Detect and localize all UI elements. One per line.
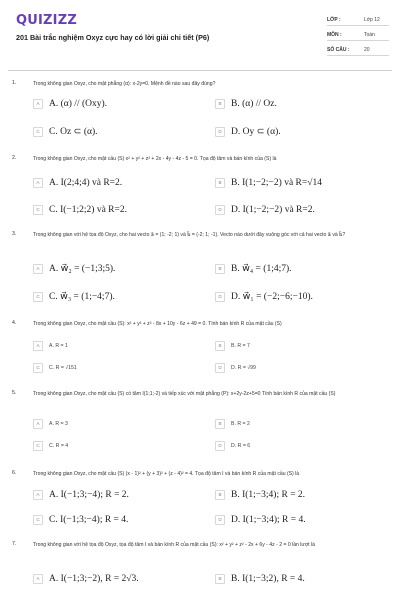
question-text: Trong không gian với hệ tọa độ Oxyz, tọa độ tâm I và bán kính R của mặt cầu (S): x² + y² + z² - 2x + 6y - 4z - 2 = 0 lần lượt là (33, 542, 315, 548)
option-text: C. I(−1;2;2) và R=2. (49, 205, 127, 215)
question-number: 7. (12, 541, 17, 547)
option-letter-badge: A (33, 99, 43, 109)
option-letter-badge: B (215, 419, 225, 429)
option-a[interactable] (33, 489, 193, 501)
option-letter-badge: B (215, 574, 225, 584)
option-letter-badge: A (33, 574, 43, 584)
option-b[interactable] (215, 418, 375, 430)
option-letter-badge: D (215, 363, 225, 373)
option-c[interactable] (33, 126, 193, 138)
option-text: D. R = √99 (231, 365, 256, 371)
option-letter-badge: C (33, 515, 43, 525)
option-d[interactable] (215, 514, 375, 526)
option-letter-badge: D (215, 441, 225, 451)
option-b[interactable] (215, 98, 375, 110)
option-text: A. I(−1;3;−2), R = 2√3. (49, 574, 139, 584)
option-letter-badge: D (215, 205, 225, 215)
option-a[interactable] (33, 573, 193, 585)
option-text: D. I(1;−2;−2) và R=2. (231, 205, 315, 215)
option-c[interactable] (33, 362, 193, 374)
option-text: B. R = 2 (231, 421, 250, 427)
option-text: B. I(1;−3;4); R = 2. (231, 490, 306, 500)
option-a[interactable] (33, 98, 193, 110)
meta-grade-label: LỚP : (327, 17, 341, 23)
option-letter-badge: B (215, 99, 225, 109)
option-c[interactable] (33, 514, 193, 526)
question-text: Trong không gian Oxyz, cho mặt phẳng (α): x-2y=0. Mệnh đề nào sau đây đúng? (33, 81, 216, 87)
option-b[interactable] (215, 489, 375, 501)
option-letter-badge: A (33, 419, 43, 429)
option-text: D. w⃗₁ = (−2;−6;−10). (231, 292, 313, 302)
option-text: A. I(2;4;4) và R=2. (49, 178, 123, 188)
question-text: Trong không gian Oxyz, cho mặt cầu (S) có tâm I(1;1;-2) và tiếp xúc với mặt phẳng (P): x+2y-2z+5=0 Tính bán kính R của mặt cầu (S) (33, 391, 336, 397)
document-header (0, 0, 400, 66)
option-letter-badge: A (33, 264, 43, 274)
option-text: C. Oz ⊂ (α). (49, 127, 98, 137)
option-c[interactable] (33, 204, 193, 216)
option-a[interactable] (33, 263, 193, 275)
question-text: Trong không gian Oxyz, cho mặt cầu (S) (x - 1)² + (y + 3)² + (z - 4)² = 4. Tọa độ tâm I và bán kính R của mặt cầu (S) là (33, 471, 300, 477)
option-text: D. R = 6 (231, 443, 251, 449)
question-number: 2. (12, 155, 17, 161)
option-letter-badge: C (33, 292, 43, 302)
option-letter-badge: D (215, 515, 225, 525)
option-letter-badge: B (215, 490, 225, 500)
option-text: B. I(1;−3;2), R = 4. (231, 574, 305, 584)
option-b[interactable] (215, 573, 375, 585)
option-text: A. R = 1 (49, 343, 68, 349)
question-number: 5. (12, 390, 17, 396)
option-text: B. I(1;−2;−2) và R=√14 (231, 178, 322, 188)
option-d[interactable] (215, 440, 375, 452)
option-a[interactable] (33, 418, 193, 430)
option-text: C. w⃗₃ = (1;−4;7). (49, 292, 115, 302)
option-text: C. R = 4 (49, 443, 69, 449)
option-letter-badge: D (215, 292, 225, 302)
option-letter-badge: B (215, 341, 225, 351)
question-text: Trong không gian Oxyz, cho mặt cầu (S): x² + y² + z² - 8x + 10y - 6z + 49 = 0. Tính bán kính R của mặt cầu (S) (33, 321, 282, 327)
option-text: A. R = 3 (49, 421, 68, 427)
option-text: D. Oy ⊂ (α). (231, 127, 281, 137)
option-letter-badge: C (33, 127, 43, 137)
option-c[interactable] (33, 291, 193, 303)
meta-grade-value: Lớp 12 (364, 17, 380, 23)
option-d[interactable] (215, 126, 375, 138)
meta-count-value: 20 (364, 47, 370, 53)
option-letter-badge: C (33, 205, 43, 215)
option-text: B. R = 7 (231, 343, 250, 349)
option-d[interactable] (215, 291, 375, 303)
option-letter-badge: B (215, 178, 225, 188)
meta-divider (327, 25, 389, 26)
header-divider (8, 70, 392, 71)
option-letter-badge: A (33, 178, 43, 188)
question-number: 4. (12, 320, 17, 326)
option-letter-badge: D (215, 127, 225, 137)
option-letter-badge: A (33, 341, 43, 351)
option-b[interactable] (215, 263, 375, 275)
option-text: A. I(−1;3;−4); R = 2. (49, 490, 129, 500)
option-text: C. I(−1;3;−4); R = 4. (49, 515, 129, 525)
meta-divider (327, 40, 389, 41)
option-text: D. I(1;−3;4); R = 4. (231, 515, 306, 525)
option-letter-badge: C (33, 441, 43, 451)
option-d[interactable] (215, 362, 375, 374)
option-a[interactable] (33, 340, 193, 352)
question-text: Trong không gian với hệ tọa độ Oxyz, cho hai vecto a⃗ = (1; -2; 1) và b⃗ = (-2; 1; -1). Vecto nào dưới đây vuông góc với cả hai vecto a⃗ và b⃗? (33, 232, 346, 238)
meta-divider (327, 55, 389, 56)
option-text: C. R = √151 (49, 365, 77, 371)
document-title: 201 Bài trắc nghiệm Oxyz cực hay có lời giải chi tiết (P6) (16, 33, 210, 42)
option-letter-badge: A (33, 490, 43, 500)
question-text: Trong không gian Oxyz, cho mặt cầu (S) x² + y² + z² + 2x - 4y - 4z - 5 = 0. Tọa độ tâm và bán kính của (S) là (33, 156, 277, 162)
question-number: 3. (12, 231, 17, 237)
quizizz-logo: QUIZIZZ (16, 13, 77, 28)
option-letter-badge: B (215, 264, 225, 274)
meta-count-label: SỐ CÂU : (327, 47, 350, 53)
option-b[interactable] (215, 340, 375, 352)
option-text: A. w⃗₂ = (−1;3;5). (49, 264, 116, 274)
option-b[interactable] (215, 177, 375, 189)
meta-subject-label: MÔN : (327, 32, 342, 38)
option-text: A. (α) // (Oxy). (49, 99, 108, 109)
option-a[interactable] (33, 177, 193, 189)
meta-subject-value: Toán (364, 32, 375, 38)
question-number: 1. (12, 80, 17, 86)
option-letter-badge: C (33, 363, 43, 373)
option-d[interactable] (215, 204, 375, 216)
question-number: 6. (12, 470, 17, 476)
option-c[interactable] (33, 440, 193, 452)
option-text: B. w⃗₄ = (1;4;7). (231, 264, 292, 274)
option-text: B. (α) // Oz. (231, 99, 277, 109)
